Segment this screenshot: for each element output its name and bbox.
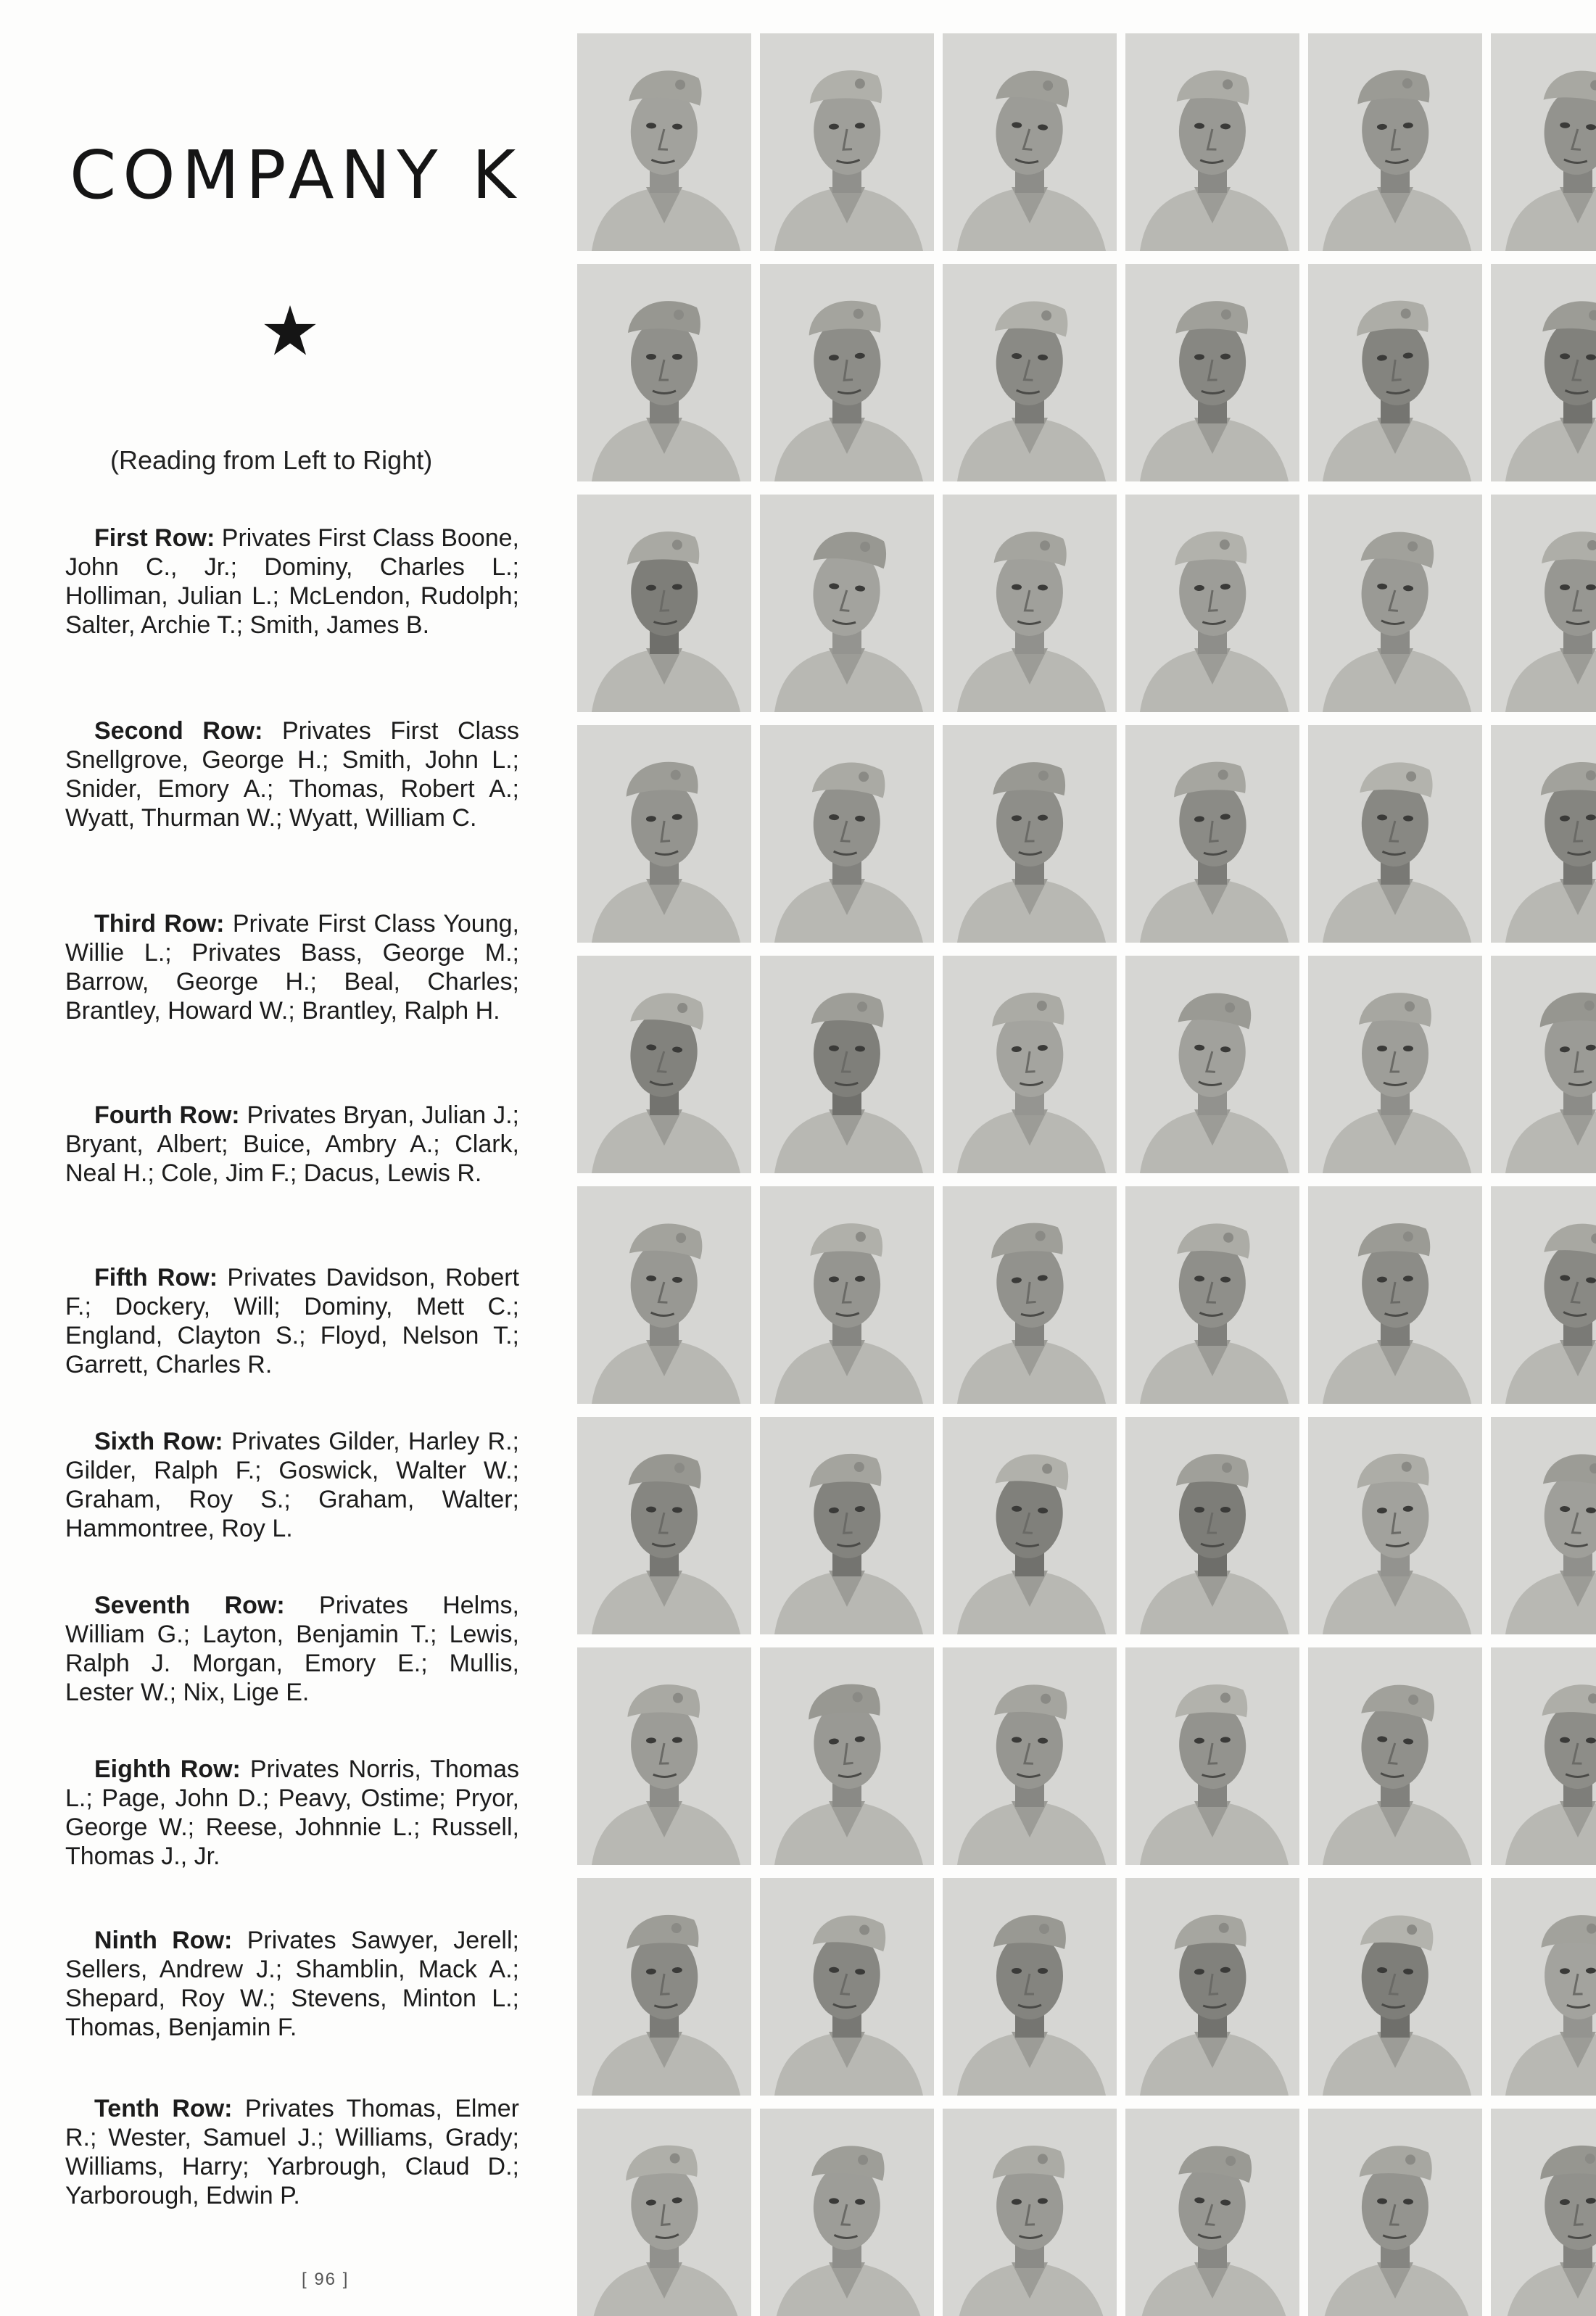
- roster-row-3: [65, 909, 519, 1025]
- roster-row-1: [65, 524, 519, 640]
- row-names: Privates Sawyer, Jerell; Sellers, Andrew J.; Shamblin, Mack A.; Shepard, Roy W.; Stevens, Minton L.; Thomas, Benjamin F.: [65, 1927, 519, 2041]
- soldier-portrait-icon: [943, 1647, 1117, 1865]
- soldier-portrait-icon: [577, 2109, 751, 2316]
- row-names: Privates First Class Boone, John C., Jr.; Dominy, Charles L.; Holliman, Julian L.; McLendon, Rudolph; Salter, Archie T.; Smith, James B.: [65, 524, 520, 639]
- roster-row-5: [65, 1263, 519, 1379]
- soldier-portrait-icon: [943, 956, 1117, 1173]
- soldier-portrait-icon: [943, 495, 1117, 712]
- soldier-portrait-icon: [943, 1417, 1117, 1634]
- soldier-portrait-icon: [760, 1878, 934, 2096]
- row-label: Tenth Row:: [94, 2095, 233, 2122]
- row-names: Privates Helms, William G.; Layton, Benjamin T.; Lewis, Ralph J. Morgan, Emory E.; Mullis, Lester W.; Nix, Lige E.: [65, 1592, 519, 1706]
- soldier-portrait-icon: [1308, 495, 1482, 712]
- row-label: Ninth Row:: [94, 1927, 233, 1954]
- soldier-portrait-icon: [577, 1186, 751, 1404]
- soldier-portrait-icon: [1491, 495, 1596, 712]
- soldier-portrait-icon: [1491, 1417, 1596, 1634]
- row-label: Seventh Row:: [94, 1592, 285, 1619]
- soldier-portrait-icon: [943, 1186, 1117, 1404]
- soldier-portrait-icon: [577, 1647, 751, 1865]
- roster-row-8: [65, 1755, 519, 1871]
- soldier-portrait-icon: [577, 495, 751, 712]
- roster-row-10: [65, 2094, 519, 2210]
- soldier-portrait-icon: [1125, 33, 1299, 251]
- row-label: Third Row:: [94, 910, 225, 938]
- row-names: Privates First Class Snellgrove, George H.; Smith, John L.; Snider, Emory A.; Thomas, Robert A.; Wyatt, Thurman W.; Wyatt, William C.: [65, 717, 519, 832]
- soldier-portrait-icon: [577, 725, 751, 943]
- soldier-portrait-icon: [760, 264, 934, 481]
- page-number: [ 96 ]: [302, 2270, 350, 2289]
- row-label: Sixth Row:: [94, 1428, 223, 1455]
- soldier-portrait-icon: [760, 956, 934, 1173]
- roster-text-column: [58, 0, 523, 2316]
- soldier-portrait-icon: [1125, 2109, 1299, 2316]
- soldier-portrait-icon: [1125, 495, 1299, 712]
- soldier-portrait-icon: [1308, 956, 1482, 1173]
- soldier-portrait-icon: [577, 956, 751, 1173]
- row-label: First Row:: [94, 524, 215, 552]
- soldier-portrait-icon: [943, 725, 1117, 943]
- soldier-portrait-icon: [577, 1878, 751, 2096]
- soldier-portrait-icon: [1125, 264, 1299, 481]
- soldier-portrait-icon: [1308, 1878, 1482, 2096]
- soldier-portrait-icon: [943, 1878, 1117, 2096]
- soldier-portrait-icon: [1491, 2109, 1596, 2316]
- soldier-portrait-icon: [1308, 1417, 1482, 1634]
- soldier-portrait-icon: [1491, 264, 1596, 481]
- roster-row-4: [65, 1101, 519, 1188]
- soldier-portrait-icon: [1308, 264, 1482, 481]
- soldier-portrait-icon: [760, 2109, 934, 2316]
- row-label: Fourth Row:: [94, 1101, 240, 1129]
- soldier-portrait-icon: [943, 33, 1117, 251]
- soldier-portrait-icon: [760, 33, 934, 251]
- soldier-portrait-icon: [1308, 725, 1482, 943]
- soldier-portrait-icon: [1308, 1186, 1482, 1404]
- soldier-portrait-icon: [1491, 956, 1596, 1173]
- soldier-portrait-icon: [1125, 1878, 1299, 2096]
- row-names: Privates Gilder, Harley R.; Gilder, Ralph F.; Goswick, Walter W.; Graham, Roy S.; Graham, Walter; Hammontree, Roy L.: [65, 1428, 519, 1542]
- row-names: Privates Bryan, Julian J.; Bryant, Albert; Buice, Ambry A.; Clark, Neal H.; Cole, Jim F.; Dacus, Lewis R.: [65, 1101, 519, 1187]
- portrait-grid: [577, 33, 1596, 2316]
- row-names: Privates Thomas, Elmer R.; Wester, Samuel J.; Williams, Grady; Williams, Harry; Yarbrough, Claud D.; Yarborough, Edwin P.: [65, 2095, 519, 2209]
- soldier-portrait-icon: [1125, 1417, 1299, 1634]
- soldier-portrait-icon: [1491, 1647, 1596, 1865]
- soldier-portrait-icon: [1125, 725, 1299, 943]
- soldier-portrait-icon: [760, 1417, 934, 1634]
- row-label: Fifth Row:: [94, 1264, 218, 1291]
- soldier-portrait-icon: [1491, 1878, 1596, 2096]
- roster-row-2: [65, 716, 519, 832]
- soldier-portrait-icon: [1308, 33, 1482, 251]
- soldier-portrait-icon: [1125, 1647, 1299, 1865]
- roster-row-9: [65, 1926, 519, 2042]
- soldier-portrait-icon: [943, 264, 1117, 481]
- soldier-portrait-icon: [760, 725, 934, 943]
- roster-row-7: [65, 1591, 519, 1707]
- soldier-portrait-icon: [943, 2109, 1117, 2316]
- soldier-portrait-icon: [760, 1186, 934, 1404]
- soldier-portrait-icon: [1125, 956, 1299, 1173]
- soldier-portrait-icon: [760, 1647, 934, 1865]
- row-names: Privates Norris, Thomas L.; Page, John D.; Peavy, Ostime; Pryor, George W.; Reese, Johnnie L.; Russell, Thomas J., Jr.: [65, 1755, 519, 1870]
- soldier-portrait-icon: [577, 1417, 751, 1634]
- soldier-portrait-icon: [577, 33, 751, 251]
- soldier-portrait-icon: [1491, 1186, 1596, 1404]
- soldier-portrait-icon: [1125, 1186, 1299, 1404]
- page-title: COMPANY K: [70, 136, 523, 214]
- soldier-portrait-icon: [1491, 33, 1596, 251]
- row-label: Eighth Row:: [94, 1755, 241, 1783]
- soldier-portrait-icon: [1308, 2109, 1482, 2316]
- roster-row-6: [65, 1427, 519, 1543]
- row-label: Second Row:: [94, 717, 263, 745]
- soldier-portrait-icon: [1491, 725, 1596, 943]
- reading-order-note: (Reading from Left to Right): [110, 445, 433, 475]
- soldier-portrait-icon: [577, 264, 751, 481]
- soldier-portrait-icon: [760, 495, 934, 712]
- soldier-portrait-icon: [1308, 1647, 1482, 1865]
- row-names: Private First Class Young, Willie L.; Privates Bass, George M.; Barrow, George H.; Beal, Charles; Brantley, Howard W.; Brantley, Ralph H.: [65, 910, 519, 1025]
- star-icon: [262, 303, 318, 358]
- row-names: Privates Davidson, Robert F.; Dockery, Will; Dominy, Mett C.; England, Clayton S.; Floyd, Nelson T.; Garrett, Charles R.: [65, 1264, 520, 1378]
